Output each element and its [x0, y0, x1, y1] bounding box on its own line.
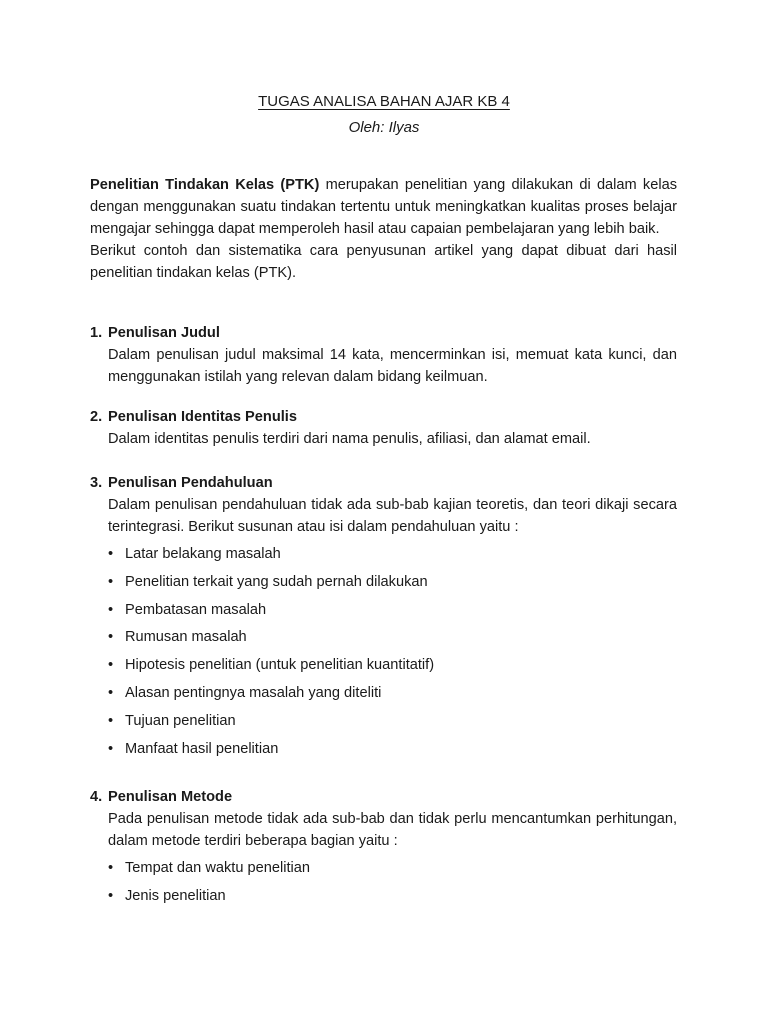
section-body: Dalam penulisan pendahuluan tidak ada sub-bab kajian teoretis, dan teori dikaji secara terintegrasi. Berikut susunan atau isi dalam pendahuluan yaitu :	[108, 497, 677, 535]
bullet-list	[108, 857, 677, 907]
bullet-icon: •	[108, 860, 114, 876]
list-item	[108, 626, 677, 648]
list-item-text: Hipotesis penelitian (untuk penelitian kuantitatif)	[125, 657, 435, 674]
section-heading	[90, 322, 677, 344]
bullet-icon: •	[108, 657, 114, 674]
list-item-text: Latar belakang masalah	[125, 546, 281, 562]
intro-block	[90, 174, 677, 284]
list-item-text: Rumusan masalah	[125, 629, 247, 646]
bullet-icon: •	[108, 684, 114, 701]
list-item	[108, 543, 677, 565]
list-item-text: Jenis penelitian	[125, 887, 226, 904]
intro-paragraph-1-text: merupakan penelitian yang dilakukan di dalam kelas dengan menggunakan suatu tindakan tertentu untuk meningkatkan kualitas proses belajar mengajar sehingga dapat memperoleh hasil atau capaian pembelajaran yang lebih baik.	[90, 177, 678, 237]
bullet-icon: •	[108, 887, 114, 904]
section-heading	[90, 406, 677, 428]
bullet-icon: •	[108, 740, 114, 757]
section-body: Dalam penulisan judul maksimal 14 kata, mencerminkan isi, memuat kata kunci, dan menggunakan istilah yang relevan dalam bidang keilmuan.	[108, 347, 677, 385]
bullet-icon: •	[108, 712, 114, 729]
section-body: Pada penulisan metode tidak ada sub-bab dan tidak perlu mencantumkan perhitungan, dalam metode terdiri beberapa bagian yaitu :	[108, 811, 677, 849]
section-pendahuluan	[90, 472, 677, 765]
document-author: Oleh: Ilyas	[348, 119, 420, 136]
list-item	[108, 571, 677, 593]
intro-paragraph-1	[90, 174, 677, 240]
section-identitas-penulis	[90, 406, 677, 450]
bullet-icon: •	[108, 601, 114, 618]
section-heading	[90, 472, 677, 494]
list-item-text: Manfaat hasil penelitian	[125, 740, 279, 757]
list-item	[108, 710, 677, 732]
intro-bold-lead: Penelitian Tindakan Kelas (PTK)	[90, 177, 320, 193]
list-item-text: Tempat dan waktu penelitian	[125, 860, 310, 876]
section-title: Penulisan Pendahuluan	[108, 475, 273, 491]
section-metode	[90, 786, 677, 913]
section-number: 3.	[90, 475, 103, 491]
list-item	[108, 857, 677, 879]
intro-paragraph-2: Berikut contoh dan sistematika cara penyusunan artikel yang dapat dibuat dari hasil penelitian tindakan kelas (PTK).	[90, 243, 677, 281]
list-item-text: Penelitian terkait yang sudah pernah dilakukan	[125, 573, 428, 590]
bullet-icon: •	[108, 573, 114, 590]
bullet-icon: •	[108, 629, 114, 646]
list-item	[108, 738, 677, 760]
section-heading	[90, 786, 677, 808]
section-title: Penulisan Metode	[108, 789, 233, 805]
document-title: TUGAS ANALISA BAHAN AJAR KB 4	[258, 93, 510, 110]
list-item	[108, 682, 677, 704]
section-judul	[90, 322, 677, 388]
section-number: 4.	[90, 789, 103, 805]
bullet-icon: •	[108, 546, 114, 562]
list-item-text: Pembatasan masalah	[125, 601, 267, 618]
list-item-text: Tujuan penelitian	[125, 712, 236, 729]
list-item	[108, 654, 677, 676]
section-title: Penulisan Judul	[108, 325, 220, 341]
document-title-line	[0, 92, 768, 112]
list-item	[108, 599, 677, 621]
list-item	[108, 885, 677, 907]
section-number: 2.	[90, 409, 103, 425]
bullet-list	[108, 543, 677, 760]
list-item-text: Alasan pentingnya masalah yang diteliti	[125, 684, 382, 701]
section-body: Dalam identitas penulis terdiri dari nama penulis, afiliasi, dan alamat email.	[108, 431, 591, 447]
section-title: Penulisan Identitas Penulis	[108, 409, 297, 425]
section-number: 1.	[90, 325, 103, 341]
